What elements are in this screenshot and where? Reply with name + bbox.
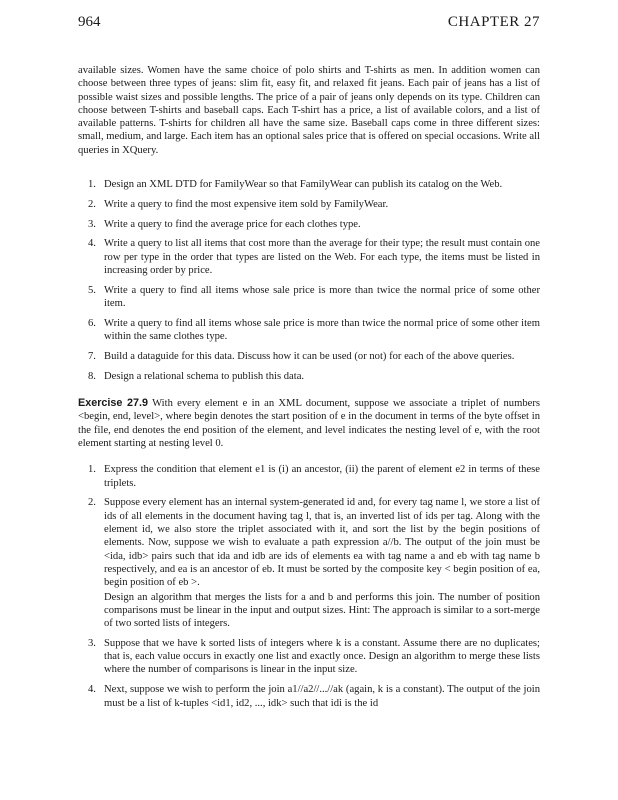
page-number: 964 bbox=[78, 14, 101, 30]
list-item: 1. Design an XML DTD for FamilyWear so that FamilyWear can publish its catalog on the Web. bbox=[88, 179, 503, 191]
list-item: 2. Write a query to find the most expensive item sold by FamilyWear. bbox=[88, 198, 389, 210]
list-item: 3. Write a query to find the average price for each clothes type. bbox=[88, 218, 361, 230]
list-item: 1. Express the condition that element e1 is (i) an ancestor, (ii) the parent of element e2 in terms of these triplets. bbox=[88, 464, 540, 489]
list-item: 4. Next, suppose we wish to perform the join a1//a2//...//ak (again, k is a constant). The output of the join must be a list of k-tuples <id1, id2, ..., idk> such that idi is the id bbox=[88, 684, 540, 709]
list-item: 6. Write a query to find all items whose sale price is more than twice the normal price of some other item within the same clothes type. bbox=[88, 317, 540, 343]
exercise-title: Exercise 27.9 bbox=[78, 397, 149, 410]
list-item: 4. Write a query to list all items that cost more than the average for their type; the result must contain one row per type in the order that types are listed on the Web. For each type, the items must be listed in increasing order by price. bbox=[88, 238, 540, 277]
chapter-title: CHAPTER 27 bbox=[447, 14, 540, 30]
exercise-paragraph bbox=[78, 397, 540, 450]
list-item: 7. Build a dataguide for this data. Discuss how it can be used (or not) for each of the above queries. bbox=[88, 351, 515, 363]
list-item-continuation: Design an algorithm that merges the lists for a and b and performs this join. The number of position comparisons must be linear in the input and output sizes. Hint: The approach is similar to a sort-merge of two sorted lists of integers. bbox=[104, 591, 540, 630]
page-header bbox=[78, 14, 540, 36]
list-item: 8. Design a relational schema to publish this data. bbox=[88, 370, 305, 382]
list-item: 3. Suppose that we have k sorted lists of integers where k is a constant. Assume there are no duplicates; that is, each value occurs in exactly one list and exactly once. Design an algorithm to merge these lists where the number of comparisons is linear in the input size. bbox=[88, 637, 540, 676]
exercise-text: With every element e in an XML document, suppose we associate a triplet of numbers <begin, end, level>, where begin denotes the start position of e in the document in terms of the byte offset in the file, end denotes the end position of the element, and level indicates the nesting level of e, with the root element starting at nesting level 0. bbox=[78, 398, 540, 450]
list-item: 2. Suppose every element has an internal system-generated id and, for every tag name l, we store a list of ids of all elements in the document having tag l, that is, an inverted list of ids per tag. Along with the element id, we also store the triplet associated with it, and sort the list by the begin positions of elements. Now, suppose we wish to evaluate a path expression a//b. The output of the join must be <ida, idb> pairs such that ida and idb are ids of elements ea with tag name a and eb with tag name b respectively, and ea is an ancestor of eb. It must be sorted by the composite key < begin position of ea, begin position of eb >. Design an algorithm that merges the lists for a and b and performs this join. The number of position comparisons must be linear in the input and output sizes. Hint: The approach is similar to a sort-merge of two sorted lists of integers. bbox=[88, 497, 540, 630]
question-list-exercise bbox=[78, 463, 540, 710]
list-item: 5. Write a query to find all items whose sale price is more than twice the normal price of some other item. bbox=[88, 284, 540, 310]
page-body bbox=[78, 64, 540, 716]
question-list-familywear bbox=[78, 178, 540, 383]
intro-paragraph: available sizes. Women have the same choice of polo shirts and T-shirts as men. In addition women can choose between three types of jeans: slim fit, easy fit, and relaxed fit jeans. Each pair of jeans has a list of possible waist sizes and possible lengths. The price of a pair of jeans only depends on its type. Children can choose between T-shirts and baseball caps. Each T-shirt has a price, a list of available colors, and a list of available patterns. T-shirts for children all have the same size. Baseball caps come in three different sizes: small, medium, and large. Each item has an optional sales price that is offered on special occasions. Write all queries in XQuery. bbox=[78, 65, 540, 156]
